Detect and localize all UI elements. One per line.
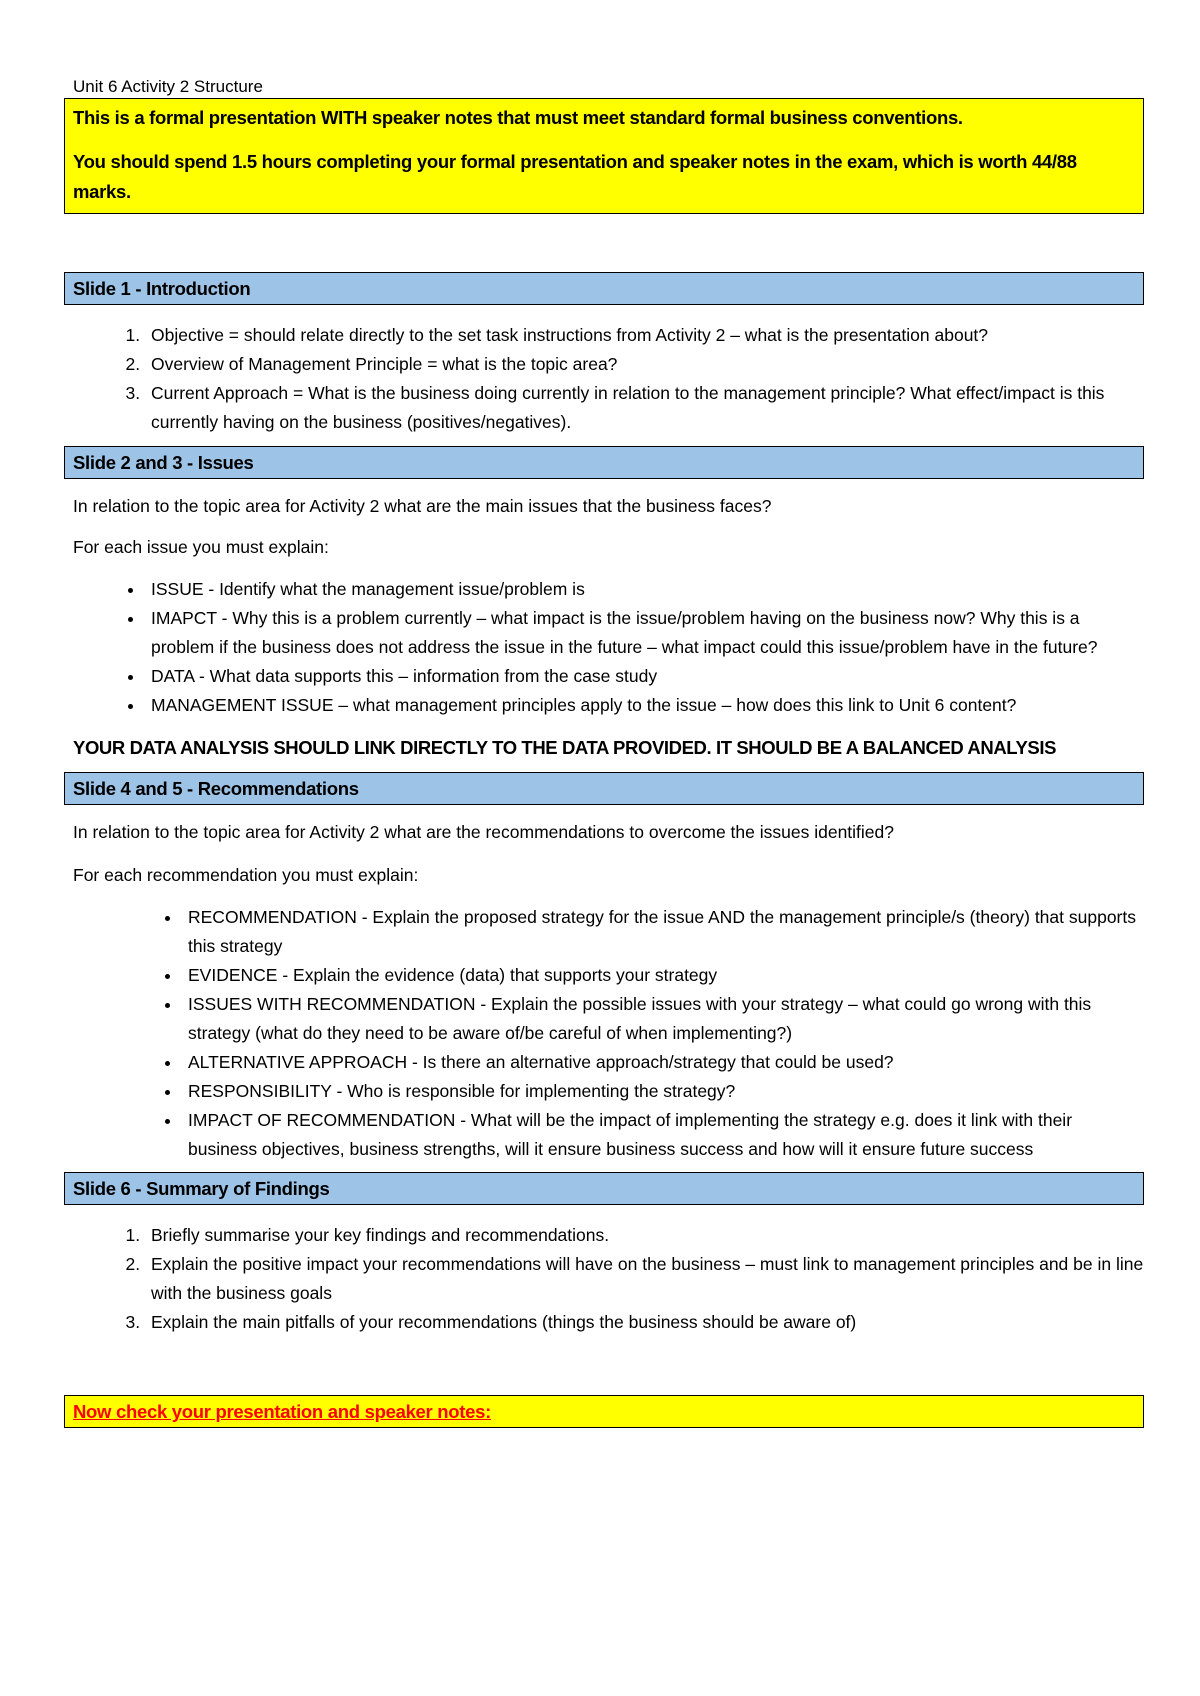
- list-item: 2. Overview of Management Principle = what is the topic area?: [145, 350, 1144, 379]
- slide23-lead: For each issue you must explain:: [73, 537, 329, 557]
- slide45-intro: In relation to the topic area for Activity 2 what are the recommendations to overcome the issues identified?: [73, 822, 894, 842]
- list-item: • ISSUES WITH RECOMMENDATION - Explain the possible issues with your strategy – what could go wrong with this strategy (what do they need to be aware of/be careful of when implementing?): [182, 990, 1144, 1048]
- list-item: 3. Explain the main pitfalls of your recommendations (things the business should be aware of): [145, 1308, 1144, 1337]
- list-item: • ISSUE - Identify what the management issue/problem is: [145, 575, 1144, 604]
- list-item: • MANAGEMENT ISSUE – what management principles apply to the issue – how does this link to Unit 6 content?: [145, 691, 1144, 720]
- intro-line-1: This is a formal presentation WITH speaker notes that must meet standard formal business conventions.: [73, 107, 963, 128]
- slide23-bullets: [64, 575, 1144, 720]
- list-item: • EVIDENCE - Explain the evidence (data) that supports your strategy: [182, 961, 1144, 990]
- slide45-bullets: [64, 903, 1144, 1164]
- list-item: • RESPONSIBILITY - Who is responsible for implementing the strategy?: [182, 1077, 1144, 1106]
- slide23-intro: In relation to the topic area for Activity 2 what are the main issues that the business faces?: [73, 496, 772, 516]
- list-item: • RECOMMENDATION - Explain the proposed strategy for the issue AND the management principle/s (theory) that supports this strategy: [182, 903, 1144, 961]
- intro-highlight-box: [64, 98, 1144, 214]
- list-item: 3. Current Approach = What is the business doing currently in relation to the management principle? What effect/impact is this currently having on the business (positives/negatives).: [145, 379, 1144, 437]
- slide45-heading: Slide 4 and 5 - Recommendations: [64, 772, 1144, 805]
- slide6-list: [64, 1221, 1144, 1337]
- data-analysis-note: YOUR DATA ANALYSIS SHOULD LINK DIRECTLY TO THE DATA PROVIDED. IT SHOULD BE A BALANCED ANALYSIS: [73, 737, 1057, 758]
- slide45-lead: For each recommendation you must explain:: [73, 865, 419, 885]
- slide1-heading: Slide 1 - Introduction: [64, 272, 1144, 305]
- list-item: 2. Explain the positive impact your recommendations will have on the business – must link to management principles and be in line with the business goals: [145, 1250, 1144, 1308]
- slide23-heading: Slide 2 and 3 - Issues: [64, 446, 1144, 479]
- list-item: 1. Objective = should relate directly to the set task instructions from Activity 2 – what is the presentation about?: [145, 321, 1144, 350]
- list-item: • IMAPCT - Why this is a problem currently – what impact is the issue/problem having on the business now? Why this is a problem if the business does not address the issue in the future – what impact could this issue/problem have in the future?: [145, 604, 1144, 662]
- list-item: • IMPACT OF RECOMMENDATION - What will be the impact of implementing the strategy e.g. does it link with their business objectives, business strengths, will it ensure business success and how will it ensure future success: [182, 1106, 1144, 1164]
- intro-line-2: You should spend 1.5 hours completing your formal presentation and speaker notes in the exam, which is worth 44/88 marks.: [73, 151, 1077, 202]
- slide1-list: [64, 321, 1144, 437]
- document-page: [64, 76, 1144, 1428]
- check-presentation-box: Now check your presentation and speaker notes:: [64, 1395, 1144, 1428]
- list-item: • ALTERNATIVE APPROACH - Is there an alternative approach/strategy that could be used?: [182, 1048, 1144, 1077]
- list-item: 1. Briefly summarise your key findings and recommendations.: [145, 1221, 1144, 1250]
- document-title: Unit 6 Activity 2 Structure: [73, 77, 263, 96]
- slide6-heading: Slide 6 - Summary of Findings: [64, 1172, 1144, 1205]
- list-item: • DATA - What data supports this – information from the case study: [145, 662, 1144, 691]
